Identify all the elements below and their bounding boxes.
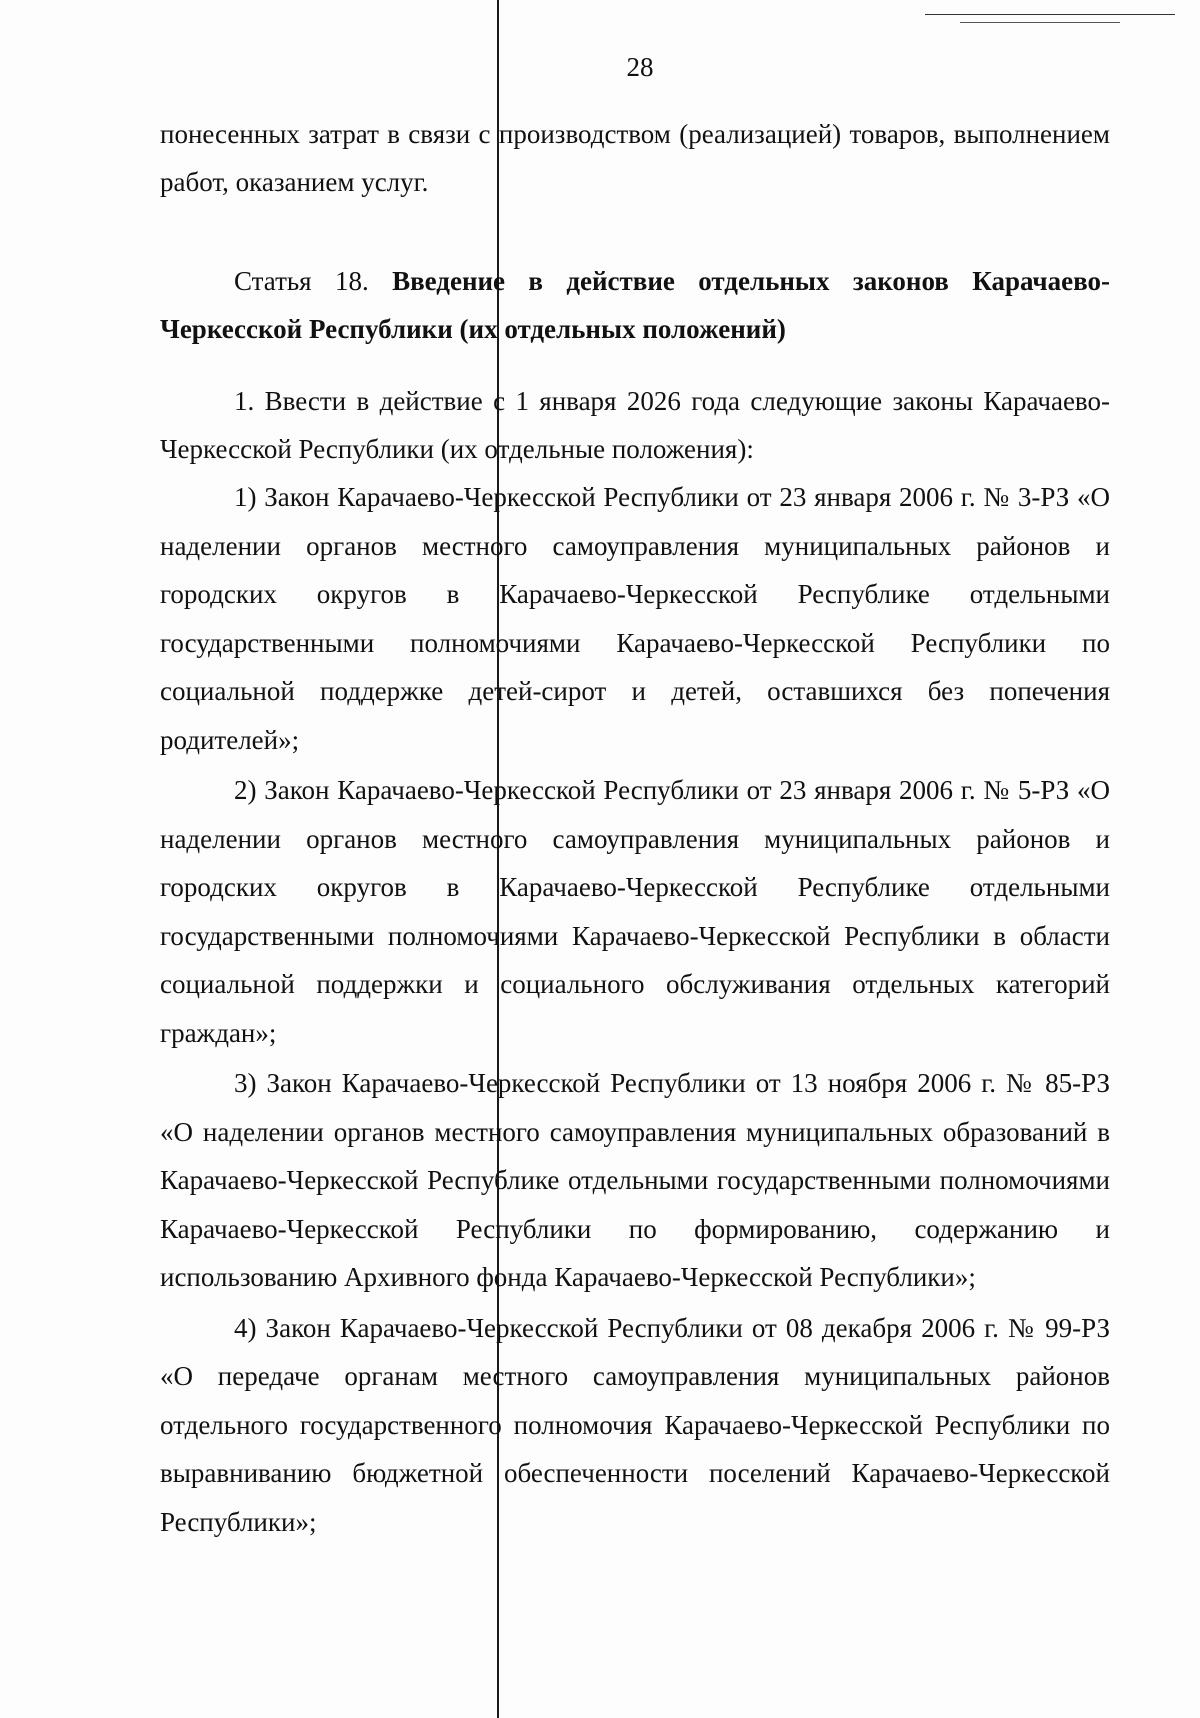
continuation-paragraph: понесенных затрат в связи с производством (реализацией) товаров, выполнением работ, оказанием услуг.: [160, 119, 1110, 197]
article-body: [160, 377, 1110, 1548]
article-title: Введение в действие отдельных законов Карачаево-Черкесской Республики (их отдельных положений): [160, 266, 1110, 344]
law-item: 3) Закон Карачаево-Черкесской Республики от 13 ноября 2006 г. № 85-РЗ «О наделении органов местного самоуправления муниципальных образований в Карачаево-Черкесской Республике отдельными государственными полномочиями Карачаево-Черкесской Республики по формированию, содержанию и использованию Архивного фонда Карачаево-Черкесской Республики»;: [160, 1068, 1110, 1292]
paragraph-1: 1. Ввести в действие с 1 января 2026 года следующие законы Карачаево-Черкесской Республики (их отдельные положения):: [160, 386, 1110, 464]
law-item: 2) Закон Карачаево-Черкесской Республики от 23 января 2006 г. № 5-РЗ «О наделении органов местного самоуправления муниципальных районов и городских округов в Карачаево-Черкесской Республике отдельными государственными полномочиями Карачаево-Черкесской Республики в области социальной поддержки и социального обслуживания отдельных категорий граждан»;: [160, 775, 1110, 1048]
article-heading: [160, 257, 1110, 353]
continuation-block: [160, 110, 1110, 206]
page-number: 28: [626, 52, 654, 82]
article-block: [160, 257, 1110, 353]
scan-corner-mark: [925, 14, 1175, 15]
scan-corner-mark-secondary: [960, 22, 1120, 23]
law-item: 4) Закон Карачаево-Черкесской Республики от 08 декабря 2006 г. № 99-РЗ «О передаче органам местного самоуправления муниципальных районов отдельного государственного полномочия Карачаево-Черкесской Республики по выравниванию бюджетной обеспеченности поселений Карачаево-Черкесской Республики»;: [160, 1312, 1110, 1537]
article-label: Статья 18.: [234, 266, 369, 296]
law-item: 1) Закон Карачаево-Черкесской Республики от 23 января 2006 г. № 3-РЗ «О наделении органов местного самоуправления муниципальных районов и городских округов в Карачаево-Черкесской Республике отдельными государственными полномочиями Карачаево-Черкесской Республики по социальной поддержке детей-сирот и детей, оставшихся без попечения родителей»;: [160, 482, 1110, 755]
